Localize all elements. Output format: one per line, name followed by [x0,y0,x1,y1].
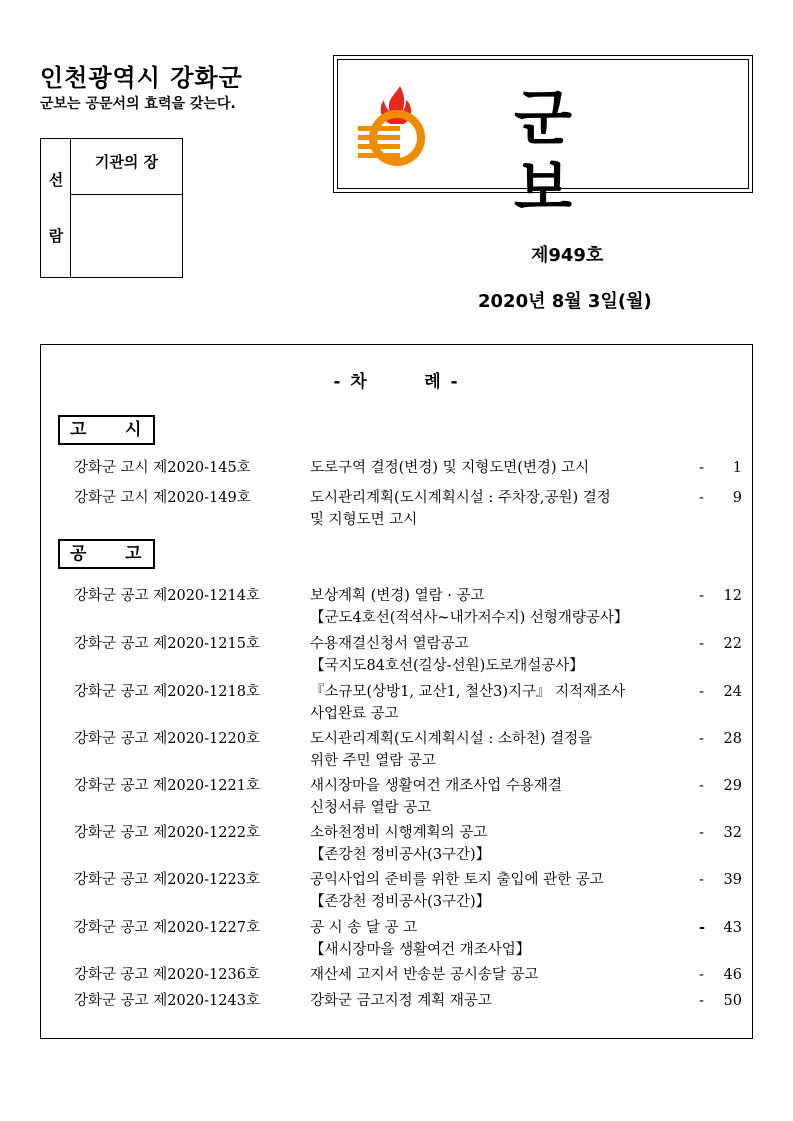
toc-entry-leader: - [699,967,704,983]
toc-entry-leader: - [699,460,704,476]
toc-entry-page: 32 [723,825,742,841]
toc-entry-title [310,822,690,866]
toc-entry-title-line: 도로구역 결정(변경) 및 지형도면(변경) 고시 [310,460,590,476]
toc-entry-title [310,917,690,961]
toc-section-heading [58,415,155,445]
toc-entry-page: 12 [723,588,742,604]
toc-entry-number: 강화군 공고 제2020-1214호 [74,588,260,604]
toc-entry-title [310,990,690,1012]
toc-entry-title [310,457,690,479]
toc-entry-page: 28 [723,731,742,747]
toc-entry-title-line: 『소규모(상방1, 교산1, 철산3)지구』 지적재조사 [310,684,626,700]
toc-entry-leader: - [699,825,704,841]
toc-entry-page: 43 [723,920,742,936]
toc-entry-page: 1 [732,460,742,476]
toc-entry-title-line: 및 지형도면 고시 [310,512,418,528]
toc-entry-page: 29 [723,778,742,794]
toc-entry-title-line: 사업완료 공고 [310,706,399,722]
approval-side-label-2: 람 [48,227,64,245]
toc-entry-title [310,633,690,677]
issue-number: 제949호 [531,245,604,266]
toc-entry-title [310,585,690,629]
toc-entry-title-line: 수용재결신청서 열람공고 [310,636,469,652]
toc-entry-number: 강화군 고시 제2020-149호 [74,490,251,506]
toc-entry-title [310,775,690,819]
toc-entry-number: 강화군 공고 제2020-1223호 [74,872,260,888]
toc-entry-number: 강화군 고시 제2020-145호 [74,460,251,476]
table-of-contents [40,344,753,1039]
toc-entry-number: 강화군 공고 제2020-1221호 [74,778,260,794]
toc-entry-number: 강화군 공고 제2020-1220호 [74,731,260,747]
toc-entry-number: 강화군 공고 제2020-1218호 [74,684,260,700]
toc-entry-title-line: 도시관리계획(도시계획시설 : 소하천) 결정을 [310,731,593,747]
toc-entry-number: 강화군 공고 제2020-1236호 [74,967,260,983]
masthead [333,55,753,224]
toc-entry-title [310,681,690,725]
toc-entry-leader: - [699,588,704,604]
toc-entry-leader: - [699,684,704,700]
toc-entry-number: 강화군 공고 제2020-1222호 [74,825,260,841]
toc-entry-page: 22 [723,636,742,652]
toc-entry-title-line: 새시장마을 생활여건 개조사업 수용재결 [310,778,562,794]
toc-entry-title-line: 신청서류 열람 공고 [310,800,432,816]
toc-entry-leader: - [699,872,704,888]
publisher-subtitle: 군보는 공문서의 효력을 갖는다. [40,96,236,112]
toc-entry-page: 24 [723,684,742,700]
approval-side-column [41,139,71,277]
toc-entry-number: 강화군 공고 제2020-1243호 [74,993,260,1009]
toc-section-heading-char: 고 [70,420,87,440]
toc-entry-leader: - [699,490,704,506]
toc-entry-title-line: 공 시 송 달 공 고 [310,920,418,936]
toc-entry-number: 강화군 공고 제2020-1215호 [74,636,260,652]
toc-entry-number: 강화군 공고 제2020-1227호 [74,920,260,936]
publisher-title: 인천광역시 강화군 [40,64,243,92]
toc-entry-title-line: 소하천정비 시행계획의 공고 [310,825,488,841]
masthead-name: 군보 [514,84,642,224]
issue-date: 2020년 8월 3일(월) [478,291,652,312]
toc-entry-title [310,964,690,986]
toc-entry-title-line: 【국지도84호선(길상-선원)도로개설공사】 [310,658,584,674]
toc-entry-title-line: 위한 주민 열람 공고 [310,753,436,769]
toc-entry-leader: - [699,636,704,652]
toc-entry-title-line: 공익사업의 준비를 위한 토지 출입에 관한 공고 [310,872,604,888]
toc-entry-title-line: 【존강천 정비공사(3구간)】 [310,894,491,910]
toc-entry-title [310,728,690,772]
approval-box [40,138,183,278]
toc-entry-leader: - [699,731,704,747]
toc-section-heading-char: 고 [125,544,142,564]
toc-entry-page: 46 [723,967,742,983]
toc-entry-title-line: 강화군 금고지정 계획 재공고 [310,993,492,1009]
toc-entry-title-line: 도시관리계획(도시계획시설 : 주차장,공원) 결정 [310,490,611,506]
toc-entry-page: 39 [723,872,742,888]
toc-entry-leader: - [699,993,704,1009]
toc-entry-leader: - [699,778,704,794]
toc-entry-leader: - [699,919,706,936]
approval-side-label-1: 선 [48,171,64,189]
toc-entry-title [310,487,690,531]
toc-entry-page: 50 [723,993,742,1009]
toc-title: - 차 례 - [333,372,460,392]
toc-entry-title [310,869,690,913]
toc-entry-page: 9 [732,490,742,506]
toc-entry-title-line: 보상계획 (변경) 열람 · 공고 [310,588,485,604]
toc-entry-title-line: 【새시장마을 생활여건 개조사업】 [310,942,531,958]
toc-entry-title-line: 【군도4호선(적석사~내가저수지) 선형개량공사】 [310,610,629,626]
toc-section-heading-char: 공 [70,544,87,564]
approval-heading: 기관의 장 [94,153,159,171]
county-emblem-icon [356,82,436,167]
toc-entry-title-line: 재산세 고지서 반송분 공시송달 공고 [310,967,539,983]
approval-divider [71,194,182,195]
toc-section-heading-char: 시 [125,420,142,440]
toc-section-heading [58,539,155,569]
toc-entry-title-line: 【존강천 정비공사(3구간)】 [310,847,491,863]
